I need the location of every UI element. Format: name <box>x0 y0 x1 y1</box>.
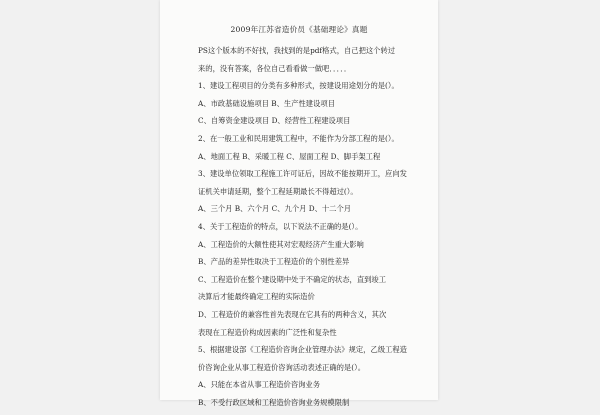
option-line: C、工程造价在整个建设期中处于不确定的状态，直到竣工 <box>198 274 387 284</box>
option-line: B、不受行政区域和工程造价咨询业务规模限制 <box>198 397 350 407</box>
option-line: A、市政基础设施项目 B、生产性建设项目 <box>198 98 335 108</box>
question-line: 1、建设工程项目的分类有多种形式，按建设用途划分的是(）。 <box>198 81 399 91</box>
option-line: C、自筹资金建设项目 D、经营性工程建设项目 <box>198 116 351 126</box>
text-line: PS这个版本的不好找，我找到的是pdf格式，自己把这个转过 <box>198 46 396 55</box>
question-line: 3、建设单位领取工程施工许可证后，因故不能按期开工，应向发 <box>198 169 407 179</box>
question-line: 价咨询企业从事工程造价咨询活动表述正确的是(）。 <box>198 362 366 372</box>
option-line: D、工程造价的兼容性首先表现在它具有的两种含义，其次 <box>198 309 387 319</box>
option-line: 决算后才能最终确定工程的实际造价 <box>198 292 315 302</box>
option-line: A、工程造价的大额性使其对宏观经济产生重大影响 <box>198 239 364 249</box>
document-title: 2009年江苏省造价员《基础理论》真题 <box>230 25 368 34</box>
question-line: 2、在一般工业和民用建筑工程中，不能作为分部工程的是(）。 <box>198 133 399 143</box>
text-line: 来的，没有答案，各位自己看看做一做吧．．．．． <box>198 63 352 73</box>
question-line: 证机关申请延期，整个工程延期最长不得超过(）。 <box>198 186 358 196</box>
question-line: 5、根据建设部《工程造价咨询企业管理办法》规定，乙级工程造 <box>198 345 407 355</box>
document-body <box>198 46 428 415</box>
document-page <box>160 0 438 407</box>
option-line: A、三个月 B、六个月 C、九个月 D、十二个月 <box>198 204 352 214</box>
option-line: 表现在工程造价构成因素的广泛性和复杂性 <box>198 327 337 337</box>
option-line: A、只能在本省从事工程造价咨询业务 <box>198 380 321 390</box>
option-line: B、产品的差异性取决于工程造价的个别性差异 <box>198 257 350 267</box>
option-line: A、地面工程 B、采暖工程 C、屋面工程 D、脚手架工程 <box>198 151 381 161</box>
question-line: 4、关于工程造价的特点，以下说法不正确的是(）。 <box>198 221 363 231</box>
